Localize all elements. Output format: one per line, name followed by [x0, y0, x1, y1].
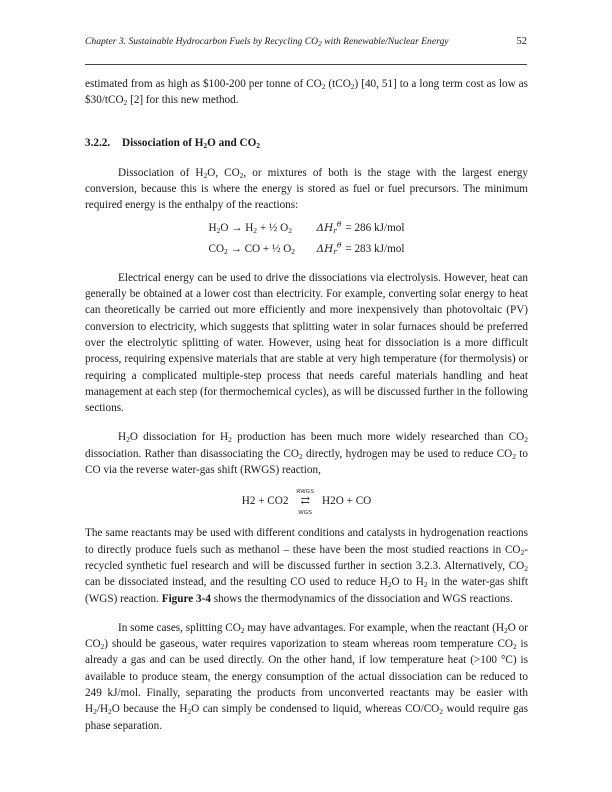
equation-water-lhs: $H_2O \to H_2$ + ½ $O_2$ [208, 221, 292, 235]
equation-water-value: = 286 kJ/mol [345, 221, 405, 234]
paragraph-electrical-energy: Electrical energy can be used to drive the dissociations via electrolysis. However, heat can generally be obtained at a lower cost than electricity. For example, converting solar energy to heat can theoretically be carried out more efficiently and more inexpensively than photovoltaic (PV) conversion to electricity, which suggests that splitting water in solar furnaces should be preferred over the electrolytic splitting of water. However, using heat for dissociation is a more difficult process, requiring expensive materials that are stable at very high temperature (for thermolysis) or requiring a complicated multiple-step process that needs careful materials handling and heat management at each step (for thermochemical cycles), as will be discussed further in the following sections. [85, 271, 528, 415]
equation-co2-lhs: $CO_2$ → CO + ½ $O_2$ [208, 242, 296, 256]
reaction-products: H2O + CO [322, 495, 372, 508]
equation-co2-value: = 283 kJ/mol [345, 242, 405, 255]
header-rule [85, 64, 527, 65]
paragraph-splitting-co2: In some cases, splitting $CO_2$ may have advantages. For example, when the reactant ($H_2O$ or $CO_2$) should be gaseous, water requires vaporization to steam whereas room temperature $CO_2$ is already a gas and can be used directly. On the other hand, if low temperature heat (>100 °C) is available to produce steam, the energy consumption of the actual dissociation can be reduced to 249 kJ/mol. Finally, separating the products from unconverted reactants may be easier with $H_2/H_2O$ because the $H_2O$ can simply be condensed to liquid, whereas $CO/CO_2$ would require gas phase separation. [85, 621, 528, 732]
wgs-label: WGS [298, 510, 313, 517]
paragraph-intro: estimated from as high as $100-200 per tonne of $CO_2$ (tCO$_2$) [40, 51] to a long term cost as low as $30/tCO$_2$ [2] for this new method. [85, 78, 528, 108]
running-header [85, 36, 527, 50]
running-title: Chapter 3. Sustainable Hydrocarbon Fuels by Recycling $CO_2$ with Renewable/Nuclear Energy [85, 36, 449, 48]
section-heading [85, 135, 528, 151]
page-number: 52 [516, 36, 527, 47]
paragraph-h2o-dissociation: $H_2O$ dissociation for $H_2$ production has been much more widely researched than $CO_2$ dissociation. Rather than disassociating the $CO_2$ directly, hydrogen may be used to reduce $CO_2$ to CO via the reverse water-gas shift (RWGS) reaction, [85, 431, 529, 477]
equation-water-enthalpy-symbol: $\Delta H_r^\theta$ [316, 219, 342, 235]
equation-co2-enthalpy-symbol: $\Delta H_r^\theta$ [316, 240, 342, 256]
section-number: 3.2.2. [85, 136, 111, 149]
equilibrium-arrow-icon: RWGS ⇄ WGS [294, 493, 316, 509]
reaction-reactants: H2 + CO2 [241, 495, 289, 508]
section-title: Dissociation of $H_2O$ and $CO_2$ [122, 136, 261, 150]
rwgs-reaction [85, 478, 528, 522]
rwgs-label: RWGS [296, 489, 315, 496]
equation-water [85, 220, 528, 241]
equation-co2 [85, 241, 528, 262]
paragraph-same-reactants: The same reactants may be used with different conditions and catalysts in hydrogenation reactions to directly produce fuels such as methanol – these have been the most studied reactions in $CO_2$-recycled synthetic fuel research and will be discussed further in section 3.2.3. Alternatively, $CO_2$ can be dissociated instead, and the resulting CO used to reduce $H_2O$ to $H_2$ in the water-gas shift (WGS) reaction. Figure 3-4 shows the thermodynamics of the dissociation and WGS reactions. [85, 527, 528, 605]
page-body [85, 76, 528, 734]
paragraph-dissociation: Dissociation of $H_2O$, $CO_2$, or mixtures of both is the stage with the largest energy conversion, because this is where the energy is stored as fuel or fuel precursors. The minimum required energy is the enthalpy of the reactions: [85, 166, 528, 212]
figure-reference: Figure 3-4 [161, 592, 211, 605]
